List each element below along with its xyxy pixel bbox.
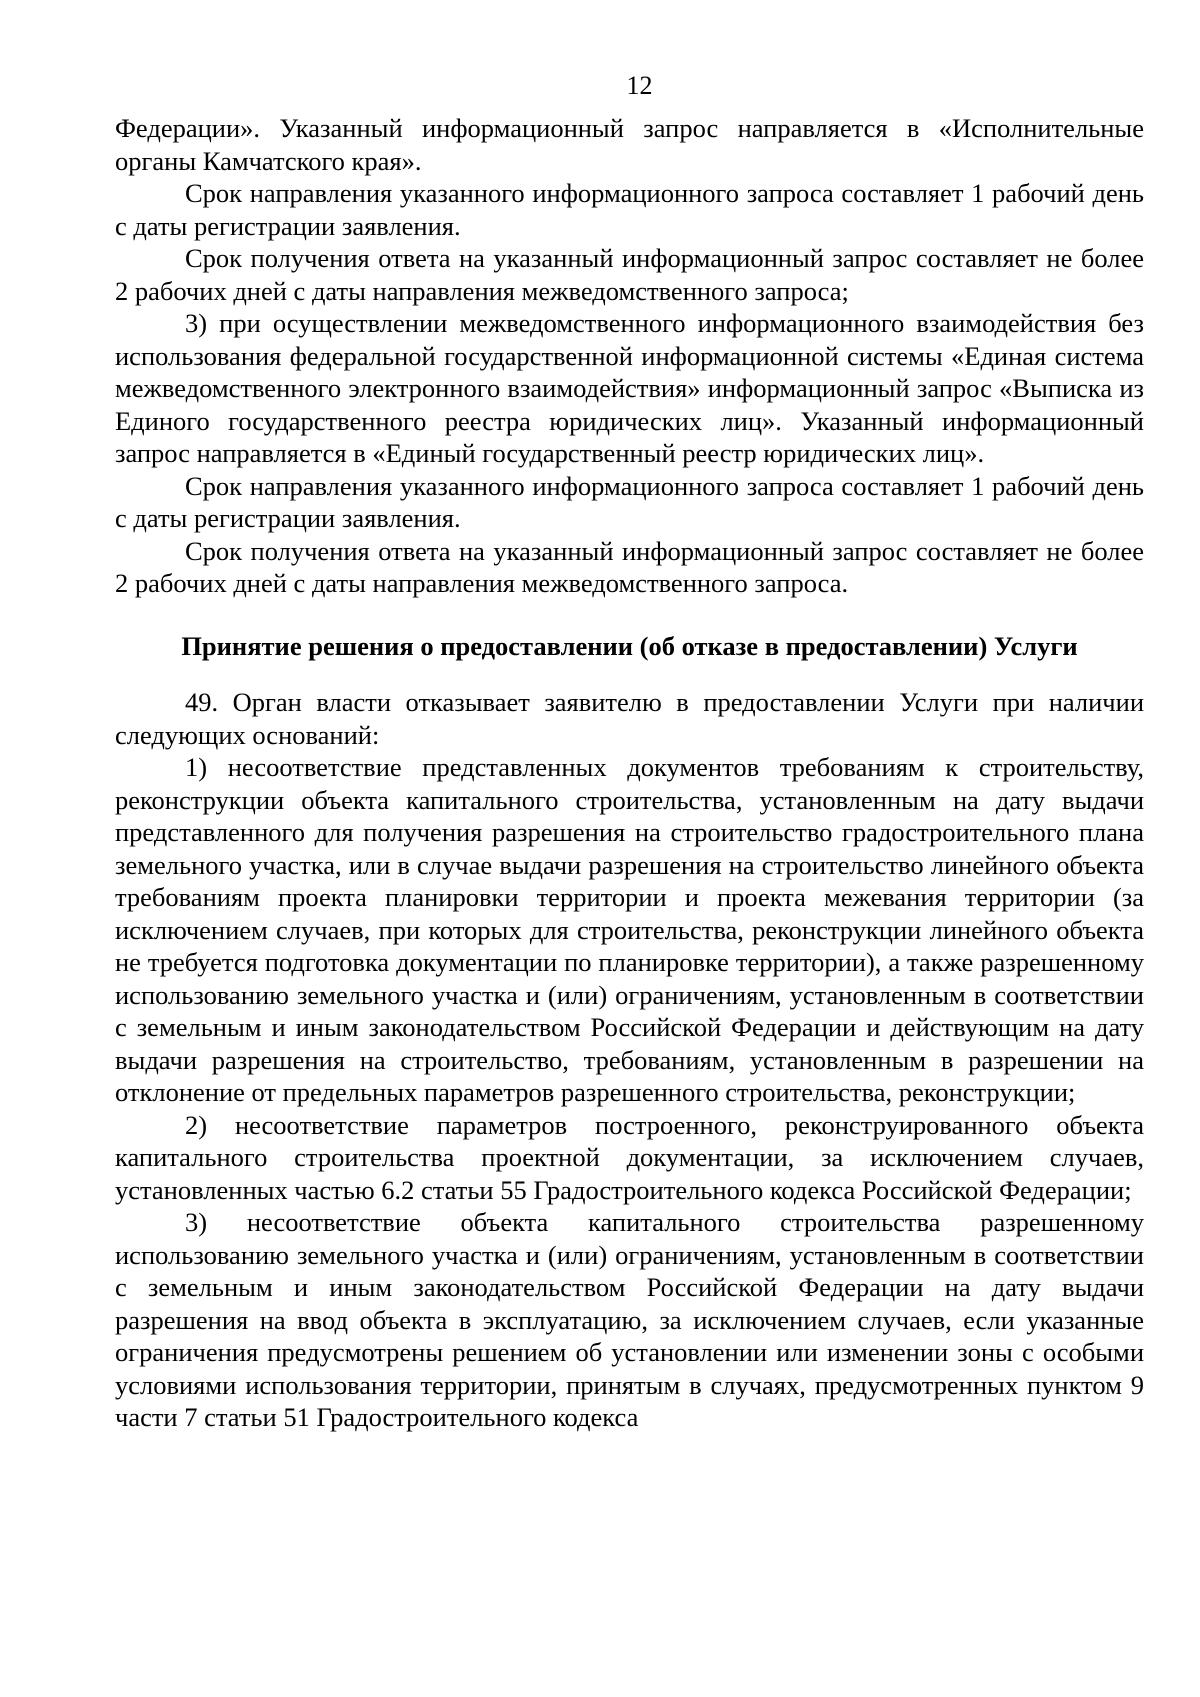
paragraph: Срок получения ответа на указанный информационный запрос составляет не более 2 рабочих дней с даты направления межведомственного запроса. bbox=[115, 535, 1144, 598]
paragraph: 2) несоответствие параметров построенного, реконструированного объекта капитального строительства проектной документации, за исключением случаев, установленных частью 6.2 статьи 55 Градостроительного кодекса Российской Федерации; bbox=[115, 1109, 1144, 1205]
page-number: 12 bbox=[626, 71, 653, 100]
paragraph: Федерации». Указанный информационный запрос направляется в «Исполнительные органы Камчатского края». bbox=[115, 113, 1144, 176]
paragraph: Срок направления указанного информационного запроса составляет 1 рабочий день с даты регистрации заявления. bbox=[115, 178, 1144, 241]
paragraph: 1) несоответствие представленных документов требованиям к строительству, реконструкции объекта капитального строительства, установленным на дату выдачи представленного для получения разрешения на строительство градостроительного плана земельного участка, или в случае выдачи разрешения на строительство линейного объекта требованиям проекта планировки территории и проекта межевания территории (за исключением случаев, при которых для строительства, реконструкции линейного объекта не требуется подготовка документации по планировке территории), а также разрешенному использованию земельного участка и (или) ограничениям, установленным в соответствии с земельным и иным законодательством Российской Федерации и действующим на дату выдачи разрешения на строительство, требованиям, установленным в разрешении на отклонение от предельных параметров разрешенного строительства, реконструкции; bbox=[115, 752, 1144, 1107]
paragraph: 3) несоответствие объекта капитального строительства разрешенному использованию земельного участка и (или) ограничениям, установленным в соответствии с земельным и иным законодательством Российской Федерации на дату выдачи разрешения на ввод объекта в эксплуатацию, за исключением случаев, если указанные ограничения предусмотрены решением об установлении или изменении зоны с особыми условиями использования территории, принятым в случаях, предусмотренных пунктом 9 части 7 статьи 51 Градостроительного кодекса bbox=[115, 1207, 1144, 1432]
paragraph: Срок получения ответа на указанный информационный запрос составляет не более 2 рабочих дней с даты направления межведомственного запроса; bbox=[115, 243, 1144, 306]
paragraph: 49. Орган власти отказывает заявителю в предоставлении Услуги при наличии следующих оснований: bbox=[115, 687, 1144, 750]
paragraph: 3) при осуществлении межведомственного информационного взаимодействия без использования федеральной государственной информационной системы «Единая система межведомственного электронного взаимодействия» информационный запрос «Выписка из Единого государственного реестра юридических лиц». Указанный информационный запрос направляется в «Единый государственный реестр юридических лиц». bbox=[115, 308, 1144, 468]
section-heading: Принятие решения о предоставлении (об отказе в предоставлении) Услуги bbox=[181, 630, 1078, 661]
paragraph: Срок направления указанного информационного запроса составляет 1 рабочий день с даты регистрации заявления. bbox=[115, 470, 1144, 533]
